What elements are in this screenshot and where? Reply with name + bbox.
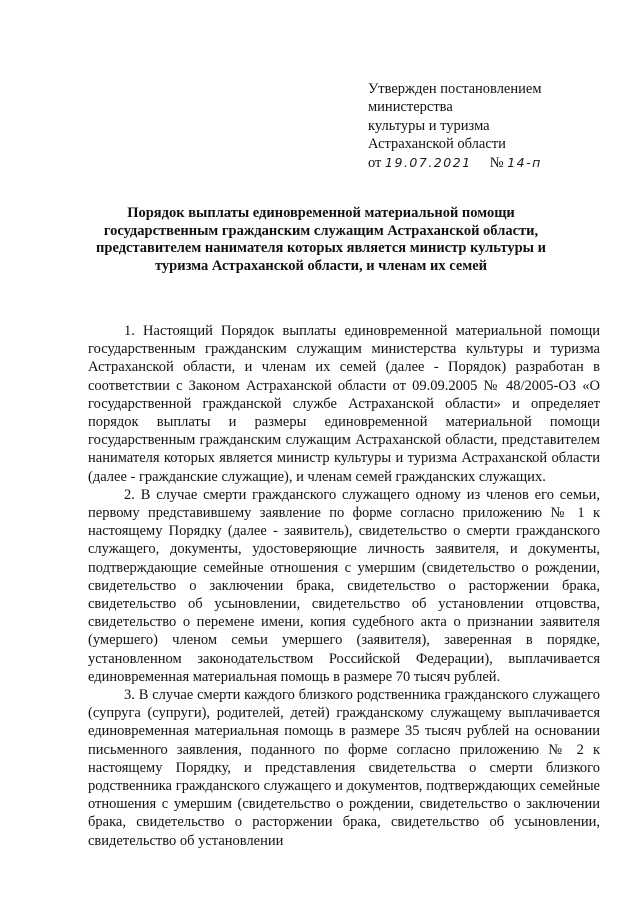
handwritten-number: 14-п: [507, 154, 542, 170]
handwritten-date: 19.07.2021: [385, 154, 472, 170]
document-body: [88, 322, 600, 850]
approval-line: Астраханской области: [368, 136, 506, 153]
date-prefix: от: [368, 154, 382, 171]
document-title: Порядок выплаты единовременной материальной помощи государственным гражданским служащим Астраханской области, представителем нанимателя которых является министр культуры и туризма Астраханской области, и членам их семей: [96, 205, 546, 274]
number-prefix: №: [489, 154, 504, 171]
approval-line: Утвержден постановлением: [368, 81, 542, 97]
approval-line: культуры и туризма: [368, 117, 490, 134]
paragraph-3: 3. В случае смерти каждого близкого родственника гражданского служащего (супруга (супруги), родителей, детей) гражданскому служащему выплачивается единовременная материальная помощь в размере 35 тысяч рублей на основании письменного заявления, поданного по форме согласно приложению № 2 к настоящему Порядку, и представления свидетельства о смерти близкого родственника гражданского служащего и документов, подтверждающих семейные отношения с умершим (свидетельство о рождении, свидетельство о заключении брака, свидетельство о расторжении брака, свидетельство об усыновлении, свидетельство об установлении: [88, 687, 600, 849]
approval-date-row: [368, 154, 618, 172]
approval-line: министерства: [368, 99, 453, 116]
paragraph-1: 1. Настоящий Порядок выплаты единовременной материальной помощи государственным гражданским служащим министерства культуры и туризма Астраханской области, и членам их семей (далее - Порядок) разработан в соответствии с Законом Астраханской области от 09.09.2005 № 48/2005-ОЗ «О государственной гражданской службе Астраханской области» и определяет порядок выплаты и размеры единовременной материальной помощи государственным гражданским служащим Астраханской области, представителем нанимателя которых является министр культуры и туризма Астраханской области (далее - гражданские служащие), и членам семей гражданских служащих.: [88, 323, 600, 485]
paragraph-2: 2. В случае смерти гражданского служащего одному из членов его семьи, первому представившему заявление по форме согласно приложению № 1 к настоящему Порядку (далее - заявитель), свидетельство о смерти гражданского служащего, документы, удостоверяющие личность заявителя, и документы, подтверждающие семейные отношения с умершим (свидетельство о рождении, свидетельство о заключении брака, свидетельство о расторжении брака, свидетельство об усыновлении, свидетельство об установлении отцовства, свидетельство о перемене имени, копия судебного акта о признании заявителя (умершего) членом семьи умершего (заявителя), заверенная в порядке, установленном законодательством Российской Федерации), выплачивается единовременная материальная помощь в размере 70 тысяч рублей.: [88, 486, 600, 685]
approval-stamp-block: [368, 80, 618, 172]
